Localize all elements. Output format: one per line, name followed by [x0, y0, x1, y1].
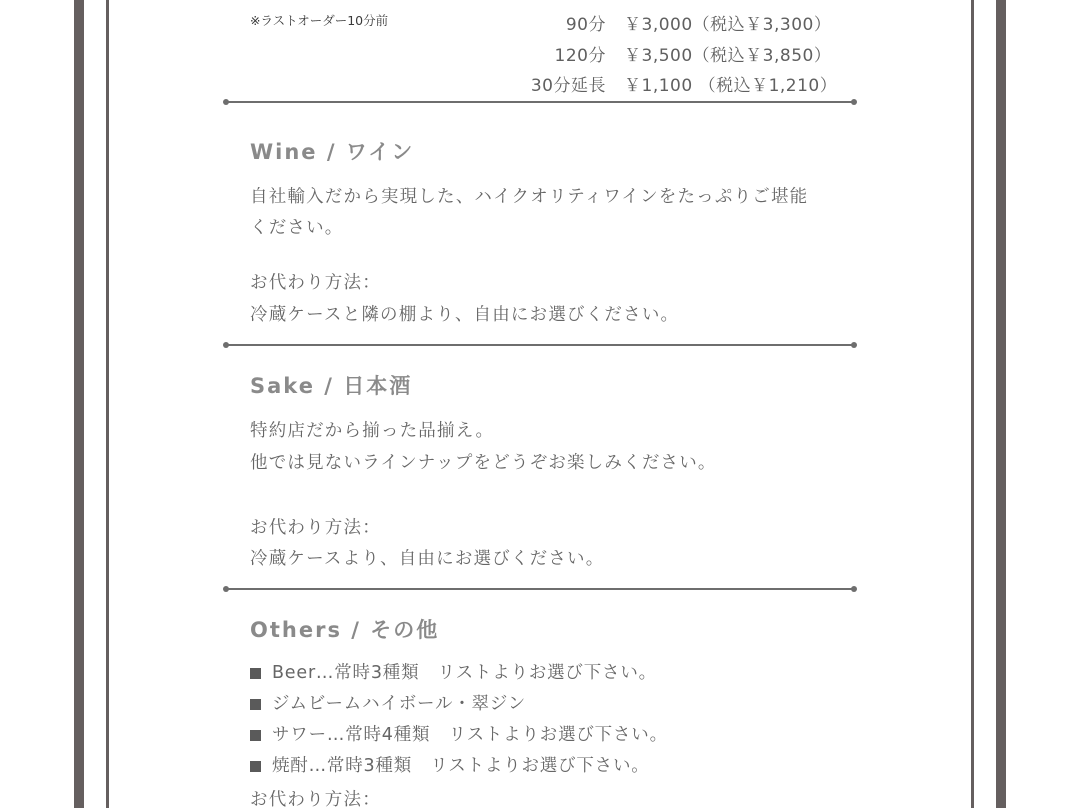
sake-method-label: お代わり方法：	[250, 518, 381, 538]
wine-description-line2: ください。	[250, 218, 344, 238]
list-item	[250, 690, 526, 715]
price-amount: ￥1,100 （税込￥1,210）	[624, 76, 838, 96]
list-item-text: サワー…常時4種類 リストよりお選び下さい。	[272, 725, 668, 745]
square-bullet-icon	[250, 761, 261, 772]
sake-description-line1: 特約店だから揃った品揃え。	[250, 421, 495, 441]
square-bullet-icon	[250, 730, 261, 741]
square-bullet-icon	[250, 699, 261, 710]
others-heading: Others / その他	[250, 618, 440, 642]
wine-method-label: お代わり方法：	[250, 273, 381, 293]
sake-heading: Sake / 日本酒	[250, 374, 413, 398]
section-divider	[226, 101, 854, 103]
menu-card	[109, 0, 971, 808]
list-item	[250, 659, 657, 684]
price-duration: 120分	[554, 46, 606, 66]
list-item-text: 焼酎…常時3種類 リストよりお選び下さい。	[272, 756, 650, 776]
wine-method: 冷蔵ケースと隣の棚より、自由にお選びください。	[250, 305, 680, 325]
price-row-90	[0, 10, 1080, 35]
list-item	[250, 721, 668, 746]
list-item-text: Beer…常時3種類 リストよりお選び下さい。	[272, 663, 657, 683]
price-duration: 30分延長	[530, 76, 606, 96]
list-item-text: ジムビームハイボール・翠ジン	[272, 694, 527, 714]
square-bullet-icon	[250, 668, 261, 679]
list-item	[250, 752, 650, 777]
price-row-120	[0, 41, 1080, 66]
section-divider	[226, 344, 854, 346]
last-order-note: ※ラストオーダー10分前	[250, 13, 389, 28]
others-method-label: お代わり方法：	[250, 790, 381, 808]
sake-method: 冷蔵ケースより、自由にお選びください。	[250, 549, 605, 569]
price-row-extension	[0, 71, 1080, 96]
sake-description-line2: 他では見ないラインナップをどうぞお楽しみください。	[250, 453, 717, 473]
wine-description-line1: 自社輸入だから実現した、ハイクオリティワインをたっぷりご堪能	[250, 187, 809, 207]
price-duration: 90分	[565, 15, 606, 35]
section-divider	[226, 588, 854, 590]
wine-heading: Wine / ワイン	[250, 140, 415, 164]
price-amount: ￥3,500（税込￥3,850）	[624, 46, 832, 66]
price-amount: ￥3,000（税込￥3,300）	[624, 15, 832, 35]
